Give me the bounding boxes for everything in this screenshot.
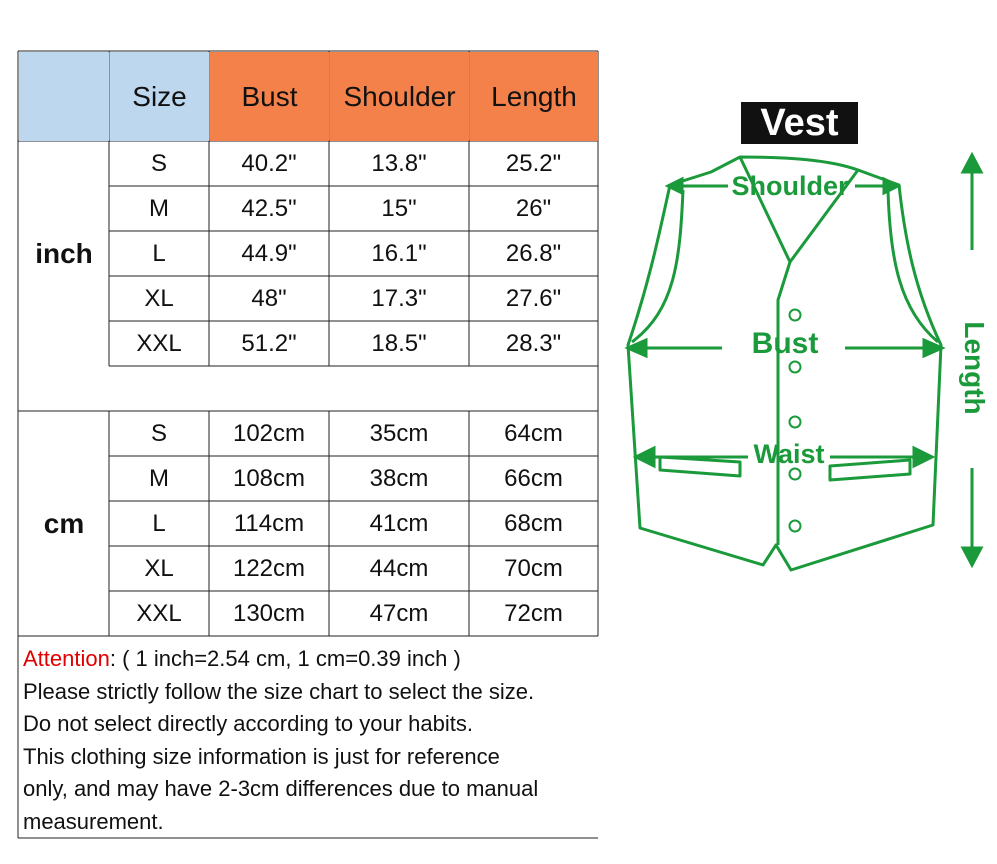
cm-group-label: cm — [43, 507, 85, 539]
waist-label: Waist — [753, 439, 825, 469]
attention-note — [23, 643, 603, 838]
note-line: This clothing size information is just for reference — [23, 743, 500, 769]
waist-arrow-right-head — [914, 448, 932, 466]
table-cell: 108cm — [232, 464, 306, 492]
note-line: Please strictly follow the size chart to select the size. — [23, 678, 535, 704]
table-cell: M — [149, 464, 169, 492]
note-line: Do not select directly according to your habits. — [23, 711, 474, 736]
table-cell: 130cm — [232, 599, 306, 627]
table-cell: 44cm — [369, 554, 429, 582]
header-bust: Bust — [210, 52, 329, 141]
table-cell: 47cm — [369, 599, 429, 627]
table-cell: 18.5" — [371, 329, 427, 357]
length-label: Length — [959, 321, 990, 415]
header-size: Size — [110, 52, 209, 141]
table-cell: 114cm — [233, 509, 305, 537]
length-arrow-bottom-head — [963, 548, 981, 565]
vest-placket — [778, 262, 790, 545]
table-cell: 16.1" — [371, 239, 427, 267]
bust-arrow-left-head — [628, 340, 646, 356]
table-cell: 48" — [251, 284, 287, 312]
table-cell: 26.8" — [505, 239, 562, 267]
table-cell: 66cm — [504, 464, 563, 492]
vest-diagram — [610, 140, 990, 580]
table-cell: M — [149, 194, 169, 222]
vest-button — [790, 417, 801, 428]
attention-line — [23, 643, 603, 676]
header-shoulder: Shoulder — [330, 52, 469, 141]
table-cell: L — [152, 239, 166, 267]
table-cell: 28.3" — [505, 329, 562, 357]
table-cell: 70cm — [504, 554, 563, 582]
shoulder-label: Shoulder — [731, 171, 849, 201]
vest-outline — [628, 157, 941, 570]
vest-button — [790, 362, 801, 373]
note-line: only, and may have 2-3cm differences due to manual — [23, 776, 539, 801]
table-cell: S — [150, 149, 167, 177]
vest-right-pocket — [830, 460, 910, 480]
shoulder-arrow-right-head — [884, 179, 898, 193]
table-cell: 25.2" — [505, 149, 562, 177]
table-cell: XL — [144, 554, 174, 582]
header-length: Length — [470, 52, 598, 141]
vest-button — [790, 310, 801, 321]
table-cell: XXL — [136, 599, 182, 627]
vest-left-armhole — [632, 190, 683, 342]
table-cell: S — [150, 419, 167, 447]
table-cell: 40.2" — [241, 149, 297, 177]
table-cell: 64cm — [504, 419, 563, 447]
table-cell: 38cm — [369, 464, 429, 492]
attention-label: Attention — [23, 646, 110, 671]
vest-button — [790, 521, 801, 532]
table-cell: 35cm — [369, 419, 429, 447]
conversion-text: : ( 1 inch=2.54 cm, 1 cm=0.39 inch ) — [109, 646, 461, 671]
table-cell: 17.3" — [371, 284, 427, 312]
table-cell: L — [152, 509, 166, 537]
table-cell: 102cm — [232, 419, 306, 447]
vest-button — [790, 469, 801, 480]
table-cell: 122cm — [232, 554, 306, 582]
vest-title: Vest — [741, 102, 858, 144]
table-cell: 15" — [381, 194, 417, 222]
table-cell: XL — [144, 284, 174, 312]
table-cell: 41cm — [369, 509, 429, 537]
table-cell: 42.5" — [241, 194, 297, 222]
table-cell: XXL — [136, 329, 182, 357]
table-cell: 68cm — [504, 509, 563, 537]
bust-label: Bust — [751, 327, 819, 360]
table-cell: 72cm — [504, 599, 563, 627]
table-cell: 13.8" — [371, 149, 427, 177]
table-cell: 51.2" — [241, 329, 297, 357]
table-cell: 26" — [515, 194, 552, 222]
header-blank-cell — [19, 52, 109, 141]
vest-left-pocket — [660, 457, 740, 476]
table-cell: 27.6" — [505, 284, 562, 312]
length-arrow-top-head — [963, 155, 981, 172]
inch-group-label: inch — [35, 237, 93, 269]
waist-arrow-left-head — [636, 448, 654, 466]
note-line: measurement. — [23, 808, 164, 834]
table-cell: 44.9" — [241, 239, 297, 267]
